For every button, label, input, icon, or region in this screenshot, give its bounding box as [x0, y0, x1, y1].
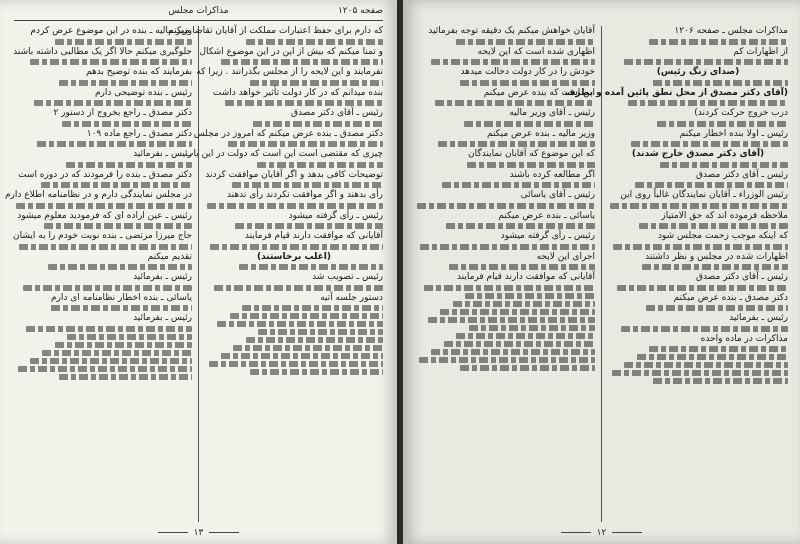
illegible-text-line: [442, 182, 595, 188]
text-line: چیزی که مقتضی است این است که دولت در این باب: [185, 149, 383, 159]
illegible-text-line: [250, 80, 384, 86]
text-line: وزیر مالیه ـ بنده عرض میکنم: [486, 128, 595, 139]
text-line: رئیس ـ بفرمائید: [133, 272, 192, 282]
illegible-text-line: [464, 121, 595, 127]
text-line: که این موضوع که آقایان نمایندگان: [468, 149, 595, 159]
illegible-text-line: [221, 353, 383, 359]
text-line: نفرمایند و این لایحه را از مجلس بگذرانند . زیرا که: [196, 67, 383, 77]
right-column-divider: [601, 26, 602, 522]
illegible-text-line: [431, 349, 595, 355]
text-line: از اظهارات کم: [733, 46, 788, 57]
illegible-text-line: [613, 244, 788, 250]
illegible-text-line: [612, 370, 788, 376]
text-line: رئیس ـ آقای یاسائی: [520, 190, 595, 200]
text-line: یاسائی ـ بنده اخطار نظامنامه ای دارم: [50, 292, 192, 303]
text-line: دکتر مصدق ـ راجع بخروج از دستور ۲: [53, 108, 192, 118]
text-line: بفرمایند که بنده توضیح بدهم: [85, 67, 192, 77]
illegible-text-line: [453, 301, 595, 307]
illegible-text-line: [631, 141, 788, 147]
illegible-text-line: [210, 244, 383, 250]
text-line: در مجلس نمایندگی دارم و در نظامنامه اطلاع دارم: [4, 190, 192, 200]
illegible-text-line: [23, 285, 192, 291]
text-line: که اینکه موجب زحمت مجلس شود: [657, 231, 788, 241]
text-line: مذاکرات در ماده واحده: [700, 333, 788, 344]
illegible-text-line: [235, 223, 383, 229]
illegible-text-line: [250, 369, 384, 375]
text-line: آقایان خواهش میکنم یک دقیقه توجه بفرمائید: [428, 26, 595, 36]
illegible-text-line: [34, 100, 192, 106]
text-line: دستور جلسه آتیه: [320, 292, 383, 303]
text-line: دکتر مصدق ـ بنده را فرمودند که در دوره است: [18, 169, 192, 180]
text-line: تقدیم میکنم: [147, 251, 192, 262]
text-line: (اغلب برخاستند): [256, 251, 332, 262]
text-line: رئیس ـ آقای وزیر مالیه: [509, 108, 595, 118]
text-line: اجرای این لایحه: [536, 251, 595, 262]
text-line: اظهاری شده است که این لایحه: [477, 46, 595, 57]
text-line: و تمنا میکنم که بیش از این در این موضوع اشکال: [199, 46, 383, 57]
illegible-text-line: [59, 374, 193, 380]
illegible-text-line: [19, 244, 192, 250]
illegible-text-line: [230, 313, 383, 319]
right-page-footer: [403, 528, 800, 538]
left-column-divider: [198, 26, 199, 522]
text-line: آقایانی که موافقت دارند قیام فرمایند: [244, 231, 383, 241]
illegible-text-line: [26, 326, 192, 332]
illegible-text-line: [456, 333, 595, 339]
right-page-folio: ۱۲: [596, 528, 607, 538]
illegible-text-line: [228, 141, 383, 147]
text-line: که دارم برای حفظ اعتبارات مملکت از آقایان تقاضا میکنم: [168, 26, 383, 36]
text-line: (صدای زنگ رئیس): [656, 67, 740, 77]
illegible-text-line: [55, 39, 192, 45]
left-page-number-header: صفحه ۱۲۰۵: [337, 6, 383, 16]
text-line: بنده میدانم که در کار دولت تأثیر خواهد داشت: [212, 87, 383, 98]
right-page-column-left: [415, 26, 595, 522]
text-line: اظهارات شده در مجلس و نظر داشتند: [645, 251, 788, 262]
illegible-text-line: [424, 285, 595, 291]
text-line: رأی بدهند و اگر موافقت نکردند رأی ندهند: [226, 190, 383, 200]
text-line: درب خروج حرکت کردند): [694, 108, 788, 118]
illegible-text-line: [639, 223, 788, 229]
text-line: رئیس ـ بفرمائید: [133, 313, 192, 323]
text-line: دکتر مصدق ـ بنده عرض میکنم: [673, 292, 788, 303]
illegible-text-line: [624, 59, 788, 65]
text-line: ملاحظه فرموده اند که حق الامتیاز: [661, 210, 788, 221]
illegible-text-line: [242, 305, 383, 311]
illegible-text-line: [232, 182, 383, 188]
illegible-text-line: [660, 162, 788, 168]
text-line: دکتر مصدق ـ بنده عرض میکنم که امروز در مجلس: [193, 128, 383, 139]
illegible-text-line: [653, 378, 788, 384]
illegible-text-line: [30, 59, 192, 65]
illegible-text-line: [440, 309, 595, 315]
illegible-text-line: [246, 337, 383, 343]
text-line: رئیس ـ آقای دکتر مصدق: [290, 108, 383, 118]
illegible-text-line: [66, 162, 192, 168]
text-line: رئیس ـ بفرمائید: [133, 149, 192, 159]
illegible-text-line: [225, 100, 383, 106]
right-page: [403, 0, 800, 544]
left-page-running-title: مذاکرات مجلس: [168, 6, 229, 16]
text-line: رئیس ـ آقای دکتر مصدق: [695, 272, 788, 282]
illegible-text-line: [653, 80, 788, 86]
text-line: رئیس الوزراء ـ آقایان نمایندگان غالباً روی این: [620, 190, 788, 200]
illegible-text-line: [258, 329, 383, 335]
text-line: وزیر مالیه ـ بنده در این موضوع عرض کردم: [30, 26, 192, 36]
illegible-text-line: [649, 346, 788, 352]
text-line: رئیس ـ تصویب شد: [312, 272, 383, 282]
illegible-text-line: [449, 264, 595, 270]
illegible-text-line: [67, 334, 192, 340]
illegible-text-line: [446, 223, 595, 229]
text-line: رئیس ـ رأی گرفته میشود: [500, 231, 595, 241]
text-line: حاج میرزا مرتضی ـ بنده نوبت خودم را به ایشان: [13, 231, 192, 241]
text-line: رئیس ـ بنده توضیحی دارم: [94, 87, 192, 98]
illegible-text-line: [233, 345, 383, 351]
text-line: اگر مطالعه کرده باشند: [509, 169, 595, 180]
text-line: (آقای دکتر مصدق از محل نطق پائین آمده و بطرف: [564, 87, 788, 98]
left-page-header: [14, 6, 383, 21]
illegible-text-line: [617, 285, 788, 291]
illegible-text-line: [239, 264, 383, 270]
illegible-text-line: [42, 350, 192, 356]
left-page-folio: ۱۳: [193, 528, 204, 538]
text-line: خودش را در کار دولت دخالت میدهد: [460, 67, 595, 77]
left-page-column-left: [4, 26, 192, 522]
text-line: رئیس ـ اولا بنده اخطار میکنم: [679, 128, 788, 139]
text-line: (آقای دکتر مصدق خارج شدند): [631, 149, 765, 159]
illegible-text-line: [41, 182, 192, 188]
illegible-text-line: [469, 325, 595, 331]
text-line: توضیحات کافی بدهد و اگر آقایان موافقت کردند: [205, 169, 383, 180]
text-line: آقایانی که موافقت دارند قیام فرمایند: [456, 272, 595, 282]
illegible-text-line: [55, 342, 192, 348]
illegible-text-line: [428, 317, 595, 323]
text-line: این است که بنده عرض میکنم: [483, 87, 595, 98]
text-line: مذاکرات مجلس ـ صفحه ۱۲۰۶: [674, 26, 788, 36]
illegible-text-line: [628, 100, 788, 106]
illegible-text-line: [431, 59, 595, 65]
illegible-text-line: [444, 341, 595, 347]
illegible-text-line: [214, 285, 383, 291]
illegible-text-line: [253, 121, 383, 127]
illegible-text-line: [420, 244, 595, 250]
illegible-text-line: [657, 121, 788, 127]
text-line: رئیس ـ عین اراده ای که فرمودید معلوم میشود: [17, 210, 192, 221]
illegible-text-line: [59, 80, 193, 86]
illegible-text-line: [37, 141, 192, 147]
illegible-text-line: [221, 59, 383, 65]
text-line: یاسائی ـ بنده عرض میکنم: [498, 210, 595, 221]
text-line: رئیس ـ آقای دکتر مصدق: [695, 169, 788, 180]
text-line: جلوگیری میکنم حالا اگر یک مطالبی داشته باشند: [13, 46, 192, 57]
illegible-text-line: [257, 162, 383, 168]
illegible-text-line: [30, 358, 192, 364]
left-page-footer: [0, 528, 397, 538]
illegible-text-line: [246, 39, 383, 45]
illegible-text-line: [642, 264, 788, 270]
illegible-text-line: [649, 39, 788, 45]
illegible-text-line: [48, 264, 192, 270]
text-line: دکتر مصدق ـ راجع ماده ۱۰۹: [86, 128, 192, 139]
illegible-text-line: [456, 39, 595, 45]
illegible-text-line: [624, 362, 788, 368]
illegible-text-line: [417, 203, 595, 209]
illegible-text-line: [62, 121, 192, 127]
illegible-text-line: [18, 366, 192, 372]
illegible-text-line: [438, 141, 595, 147]
illegible-text-line: [207, 203, 383, 209]
illegible-text-line: [646, 305, 788, 311]
illegible-text-line: [209, 361, 383, 367]
illegible-text-line: [51, 305, 192, 311]
text-line: رئیس ـ رأی گرفته میشود: [288, 210, 383, 221]
illegible-text-line: [435, 100, 595, 106]
illegible-text-line: [465, 293, 595, 299]
left-page: [0, 0, 397, 544]
text-line: رئیس ـ بفرمائید: [729, 313, 788, 323]
illegible-text-line: [621, 326, 788, 332]
illegible-text-line: [460, 80, 595, 86]
illegible-text-line: [635, 182, 788, 188]
illegible-text-line: [217, 321, 383, 327]
illegible-text-line: [460, 365, 595, 371]
illegible-text-line: [637, 354, 788, 360]
illegible-text-line: [467, 162, 595, 168]
illegible-text-line: [16, 203, 192, 209]
illegible-text-line: [44, 223, 192, 229]
illegible-text-line: [610, 203, 788, 209]
illegible-text-line: [419, 357, 595, 363]
